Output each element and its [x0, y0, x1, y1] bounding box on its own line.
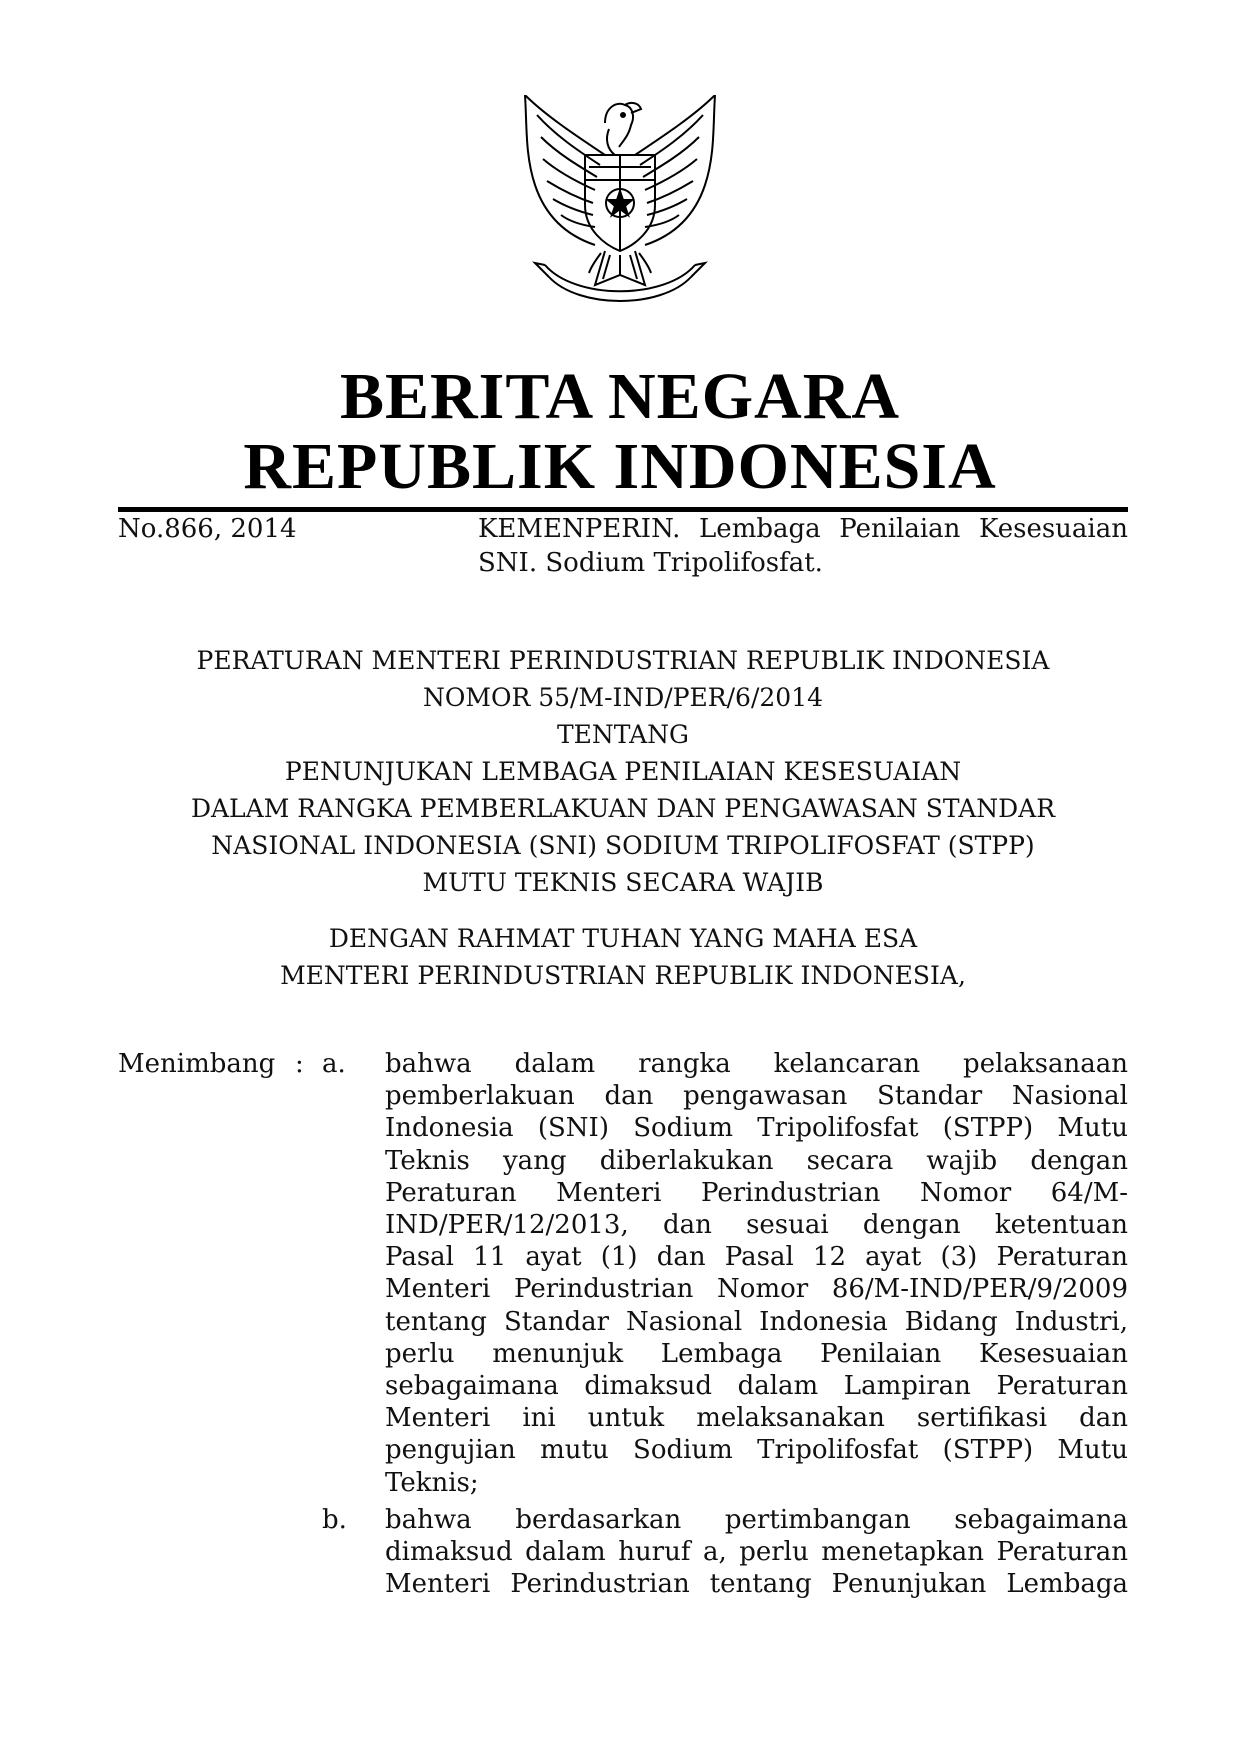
- text-line: Menteri Perindustrian tentang Penunjukan Lembaga: [385, 1569, 1128, 1600]
- opening-formula: [118, 920, 1128, 994]
- text-line: dimaksud dalam huruf a, perlu menetapkan Peraturan: [385, 1537, 1128, 1568]
- text-line: tentang Standar Nasional Indonesia Bidang Industri,: [385, 1306, 1128, 1337]
- text-line: Menteri Perindustrian Nomor 86/M-IND/PER/9/2009: [385, 1274, 1128, 1305]
- text-line: Teknis;: [385, 1467, 479, 1498]
- gazette-subject: [478, 512, 1128, 580]
- text-line: bahwa dalam rangka kelancaran pelaksanaan: [385, 1049, 1128, 1079]
- opening-line: MENTERI PERINDUSTRIAN REPUBLIK INDONESIA,: [280, 961, 966, 990]
- regulation-title-line: TENTANG: [556, 720, 689, 749]
- regulation-title-line: NASIONAL INDONESIA (SNI) SODIUM TRIPOLIFOSFAT (STPP): [211, 831, 1035, 860]
- text-line: IND/PER/12/2013, dan sesuai dengan ketentuan: [385, 1210, 1128, 1241]
- gazette-number: No.866, 2014: [118, 514, 297, 544]
- masthead-title: BERITA NEGARA: [339, 360, 901, 433]
- gazette-subject-line: KEMENPERIN. Lembaga Penilaian Kesesuaian: [478, 514, 1128, 544]
- masthead-subtitle: REPUBLIK INDONESIA: [243, 430, 997, 503]
- regulation-title-line: DALAM RANGKA PEMBERLAKUAN DAN PENGAWASAN STANDAR: [190, 794, 1056, 823]
- considering-item: [385, 1504, 1128, 1601]
- considering-colon: :: [295, 1049, 304, 1079]
- regulation-title-line: PERATURAN MENTERI PERINDUSTRIAN REPUBLIK INDONESIA: [196, 646, 1050, 675]
- considering-item: [385, 1048, 1128, 1499]
- text-line: Teknis yang diberlakukan secara wajib dengan: [385, 1145, 1128, 1176]
- regulation-title-line: NOMOR 55/M-IND/PER/6/2014: [423, 683, 823, 712]
- regulation-title-line: MUTU TEKNIS SECARA WAJIB: [422, 868, 824, 897]
- text-line: Peraturan Menteri Perindustrian Nomor 64/M-: [385, 1177, 1128, 1208]
- item-marker: b.: [322, 1505, 347, 1535]
- text-line: sebagaimana dimaksud dalam Lampiran Peraturan: [385, 1371, 1128, 1402]
- opening-line: DENGAN RAHMAT TUHAN YANG MAHA ESA: [328, 924, 918, 953]
- item-marker: a.: [322, 1049, 346, 1079]
- considering-label: Menimbang: [118, 1049, 276, 1079]
- garuda-emblem-icon: [505, 95, 735, 310]
- regulation-title-line: PENUNJUKAN LEMBAGA PENILAIAN KESESUAIAN: [284, 757, 962, 786]
- regulation-title: [118, 642, 1128, 901]
- text-line: pemberlakuan dan pengawasan Standar Nasional: [385, 1081, 1128, 1112]
- text-line: perlu menunjuk Lembaga Penilaian Kesesuaian: [385, 1338, 1128, 1369]
- text-line: Pasal 11 ayat (1) dan Pasal 12 ayat (3) Peraturan: [385, 1242, 1128, 1273]
- gazette-subject-line: SNI. Sodium Tripolifosfat.: [478, 548, 823, 578]
- text-line: Menteri ini untuk melaksanakan sertifikasi dan: [385, 1403, 1128, 1434]
- text-line: bahwa berdasarkan pertimbangan sebagaimana: [385, 1505, 1128, 1535]
- text-line: Indonesia (SNI) Sodium Tripolifosfat (STPP) Mutu: [385, 1113, 1128, 1144]
- text-line: pengujian mutu Sodium Tripolifosfat (STPP) Mutu: [385, 1435, 1128, 1466]
